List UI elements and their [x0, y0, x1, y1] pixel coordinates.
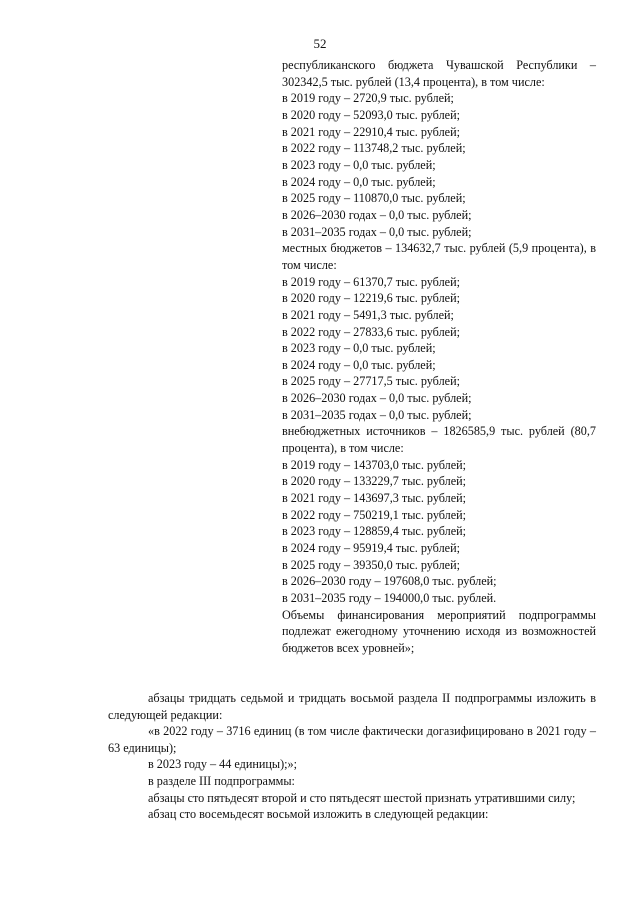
list-item: в 2019 году – 2720,9 тыс. рублей;	[282, 91, 454, 106]
list-item: в 2022 году – 27833,6 тыс. рублей;	[282, 324, 460, 339]
list-item: в 2026–2030 годах – 0,0 тыс. рублей;	[282, 391, 472, 406]
closing-paragraph: Объемы финансирования мероприятий подпрограммы подлежат ежегодному уточнению исходя из возможностей бюджетов всех уровней»;	[282, 607, 596, 655]
list-item: в 2026–2030 году – 197608,0 тыс. рублей;	[282, 574, 497, 589]
list-item: в 2025 году – 110870,0 тыс. рублей;	[282, 191, 466, 206]
list-item: в 2026–2030 годах – 0,0 тыс. рублей;	[282, 207, 472, 222]
list-item: в 2024 году – 0,0 тыс. рублей;	[282, 357, 436, 372]
list-item: в 2022 году – 750219,1 тыс. рублей;	[282, 507, 467, 522]
list-item: в 2031–2035 годах – 0,0 тыс. рублей;	[282, 407, 472, 422]
paragraph: в разделе III подпрограммы:	[148, 773, 295, 788]
list-item: в 2031–2035 году – 194000,0 тыс. рублей.	[282, 591, 497, 605]
list-item: в 2019 году – 61370,7 тыс. рублей;	[282, 274, 460, 289]
extrabudget-years-list	[282, 457, 596, 607]
extrabudget-intro: внебюджетных источников – 1826585,9 тыс. рублей (80,7 процента), в том числе:	[282, 424, 596, 456]
list-item: в 2020 году – 12219,6 тыс. рублей;	[282, 291, 460, 306]
republic-budget-intro: республиканского бюджета Чувашской Республики – 302342,5 тыс. рублей (13,4 процента), в том числе:	[282, 58, 596, 89]
list-item: в 2023 году – 0,0 тыс. рублей;	[282, 157, 436, 172]
list-item: в 2021 году – 5491,3 тыс. рублей;	[282, 307, 454, 322]
list-item: в 2019 году – 143703,0 тыс. рублей;	[282, 457, 467, 472]
list-item: в 2020 году – 52093,0 тыс. рублей;	[282, 107, 460, 122]
paragraph: абзац сто восемьдесят восьмой изложить в следующей редакции:	[148, 807, 489, 822]
list-item: в 2025 году – 39350,0 тыс. рублей;	[282, 557, 460, 572]
financing-column	[282, 57, 596, 657]
list-item: в 2022 году – 113748,2 тыс. рублей;	[282, 141, 466, 156]
list-item: в 2020 году – 133229,7 тыс. рублей;	[282, 474, 467, 489]
paragraph: абзацы тридцать седьмой и тридцать восьмой раздела II подпрограммы изложить в следующей редакции:	[108, 691, 596, 722]
page-number: 52	[313, 36, 327, 51]
list-item: в 2021 году – 22910,4 тыс. рублей;	[282, 124, 460, 139]
paragraph: абзацы сто пятьдесят второй и сто пятьдесят шестой признать утратившими силу;	[148, 790, 576, 805]
paragraph: «в 2022 году – 3716 единиц (в том числе фактически догазифицировано в 2021 году – 63 единицы);	[108, 724, 596, 755]
list-item: в 2023 году – 128859,4 тыс. рублей;	[282, 524, 467, 539]
list-item: в 2031–2035 годах – 0,0 тыс. рублей;	[282, 224, 472, 239]
republic-years-list	[282, 90, 596, 240]
amendments-text	[108, 690, 596, 823]
list-item: в 2023 году – 0,0 тыс. рублей;	[282, 341, 436, 356]
list-item: в 2021 году – 143697,3 тыс. рублей;	[282, 491, 467, 506]
paragraph: в 2023 году – 44 единицы);»;	[148, 757, 298, 772]
list-item: в 2024 году – 0,0 тыс. рублей;	[282, 174, 436, 189]
list-item: в 2025 году – 27717,5 тыс. рублей;	[282, 374, 460, 389]
list-item: в 2024 году – 95919,4 тыс. рублей;	[282, 541, 460, 556]
local-budget-intro: местных бюджетов – 134632,7 тыс. рублей (5,9 процента), в том числе:	[282, 241, 596, 272]
local-years-list	[282, 274, 596, 424]
